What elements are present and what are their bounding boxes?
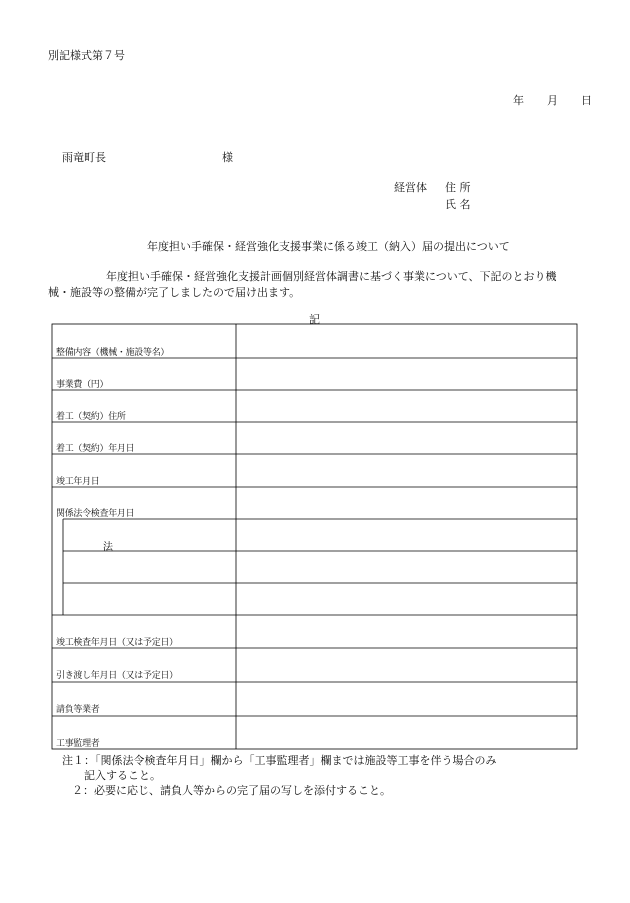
row-label-supervisor: 工事監理者 bbox=[56, 739, 100, 749]
applicant-org-label: 経営体 bbox=[394, 181, 427, 194]
row-label-start-address: 着工（契約）住所 bbox=[56, 412, 126, 422]
note-2: ２：必要に応じ、請負人等からの完了届の写しを添付すること。 bbox=[72, 784, 391, 797]
applicant-address-label: 住 所 bbox=[445, 181, 471, 194]
note-1-line-1: 注１：「関係法令検査年月日」欄から「工事監理者」欄までは施設等工事を伴う場合のみ bbox=[62, 754, 497, 767]
row-label-inspection-date: 関係法令検査年月日 bbox=[56, 509, 135, 519]
row-label-contractor: 請負等業者 bbox=[56, 705, 100, 715]
row-label-completion-inspection: 竣工検査年月日（又は予定日） bbox=[56, 638, 178, 648]
body-line-1: 年度担い手確保・経営強化支援計画個別経営体調書に基づく事業について、下記のとおり機 bbox=[106, 270, 557, 283]
note-1-line-2: 記入すること。 bbox=[84, 769, 161, 782]
row-label-completion-date: 竣工年月日 bbox=[56, 477, 100, 487]
row-label-cost: 事業費（円） bbox=[56, 380, 109, 390]
row-label-law: 法 bbox=[103, 542, 113, 553]
ki-heading: 記 bbox=[309, 313, 320, 326]
date-line: 年 月 日 bbox=[513, 94, 598, 107]
row-label-start-date: 着工（契約）年月日 bbox=[56, 444, 135, 454]
recipient-name: 雨竜町長 bbox=[62, 151, 106, 164]
row-label-handover-date: 引き渡し年月日（又は予定日） bbox=[56, 671, 178, 681]
recipient-honorific: 様 bbox=[222, 151, 233, 164]
applicant-name-label: 氏 名 bbox=[445, 198, 471, 211]
form-number: 別記様式第７号 bbox=[48, 49, 125, 62]
document-title: 年度担い手確保・経営強化支援事業に係る竣工（納入）届の提出について bbox=[147, 240, 510, 253]
body-line-2: 械・施設等の整備が完了しましたので届け出ます。 bbox=[48, 286, 301, 299]
row-label-equipment: 整備内容（機械・施設等名） bbox=[56, 348, 170, 358]
